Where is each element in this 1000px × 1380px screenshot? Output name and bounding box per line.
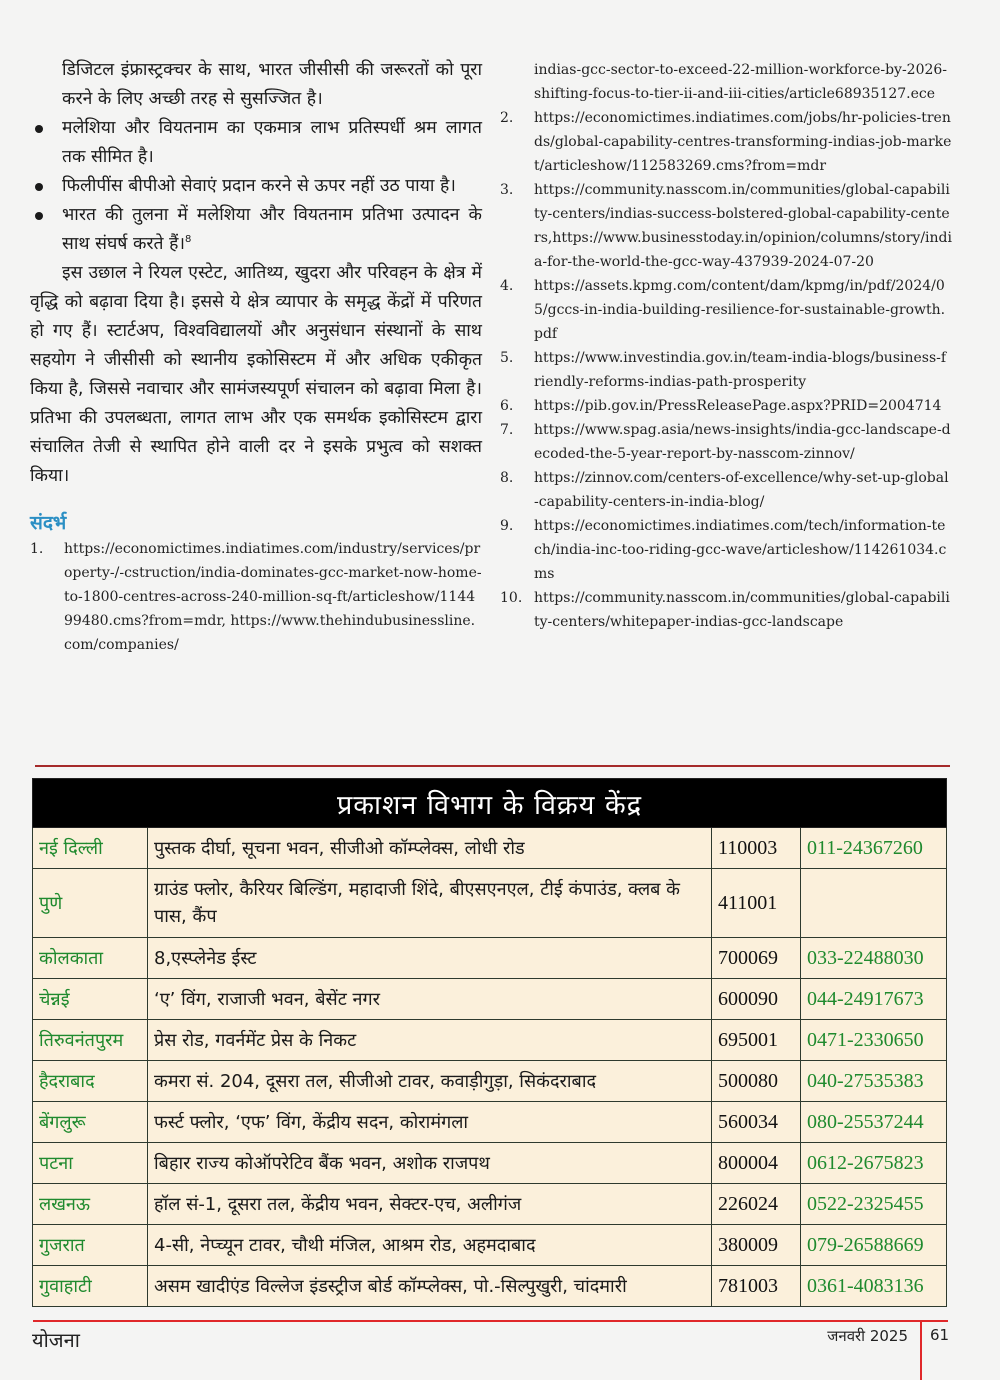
references-list-right — [500, 58, 952, 634]
bullet-text: फिलीपींस बीपीओ सेवाएं प्रदान करने से ऊपर नहीं उठ पाया है। — [62, 176, 456, 196]
pincode-cell: 695001 — [712, 1020, 801, 1061]
magazine-name: योजना — [32, 1328, 80, 1352]
pincode-cell: 800004 — [712, 1143, 801, 1184]
phone-cell: 079-26588669 — [801, 1225, 947, 1266]
pincode-cell: 700069 — [712, 938, 801, 979]
reference-link[interactable]: https://www.spag.asia/news-insights/india-gcc-landscape-decoded-the-5-year-report-by-nasscom-zinnov/ — [534, 422, 951, 462]
page-number: 61 — [930, 1326, 950, 1344]
city-cell: चेन्नई — [33, 979, 148, 1020]
footer-rule — [33, 1320, 948, 1322]
phone-cell: 044-24917673 — [801, 979, 947, 1020]
reference-number: 9. — [500, 518, 514, 534]
pincode-cell: 380009 — [712, 1225, 801, 1266]
reference-link[interactable]: https://community.nasscom.in/communities/global-capability-centers/indias-success-bolstered-global-capability-centers,https://www.businesstoday.in/opinion/columns/story/india-for-the-world-the-gcc-way-437939-2024-07-20 — [534, 182, 952, 270]
section-divider — [35, 765, 950, 767]
address-cell: कमरा सं. 204, दूसरा तल, सीजीओ टावर, कवाड़ीगुड़ा, सिकंदराबाद — [148, 1061, 712, 1102]
phone-cell: 0522-2325455 — [801, 1184, 947, 1225]
reference-number: 10. — [500, 590, 523, 606]
reference-number: 2. — [500, 110, 514, 126]
table-row — [33, 869, 947, 938]
pincode-cell: 226024 — [712, 1184, 801, 1225]
reference-number: 7. — [500, 422, 514, 438]
address-cell: ‘ए’ विंग, राजाजी भवन, बेसेंट नगर — [148, 979, 712, 1020]
table-row — [33, 1143, 947, 1184]
phone-cell: 011-24367260 — [801, 828, 947, 869]
reference-link[interactable]: https://economictimes.indiatimes.com/tech/information-tech/india-inc-too-riding-gcc-wave/articleshow/114261034.cms — [534, 518, 947, 582]
table-row — [33, 979, 947, 1020]
table-row — [33, 1020, 947, 1061]
pincode-cell: 500080 — [712, 1061, 801, 1102]
table-row — [33, 1102, 947, 1143]
phone-cell: 0612-2675823 — [801, 1143, 947, 1184]
reference-item — [500, 178, 952, 274]
reference-item — [500, 346, 952, 394]
footer-vertical-rule — [920, 1320, 922, 1380]
address-cell: 4-सी, नेप्च्यून टावर, चौथी मंजिल, आश्रम रोड, अहमदाबाद — [148, 1225, 712, 1266]
city-cell: हैदराबाद — [33, 1061, 148, 1102]
reference-item — [500, 394, 952, 418]
reference-item — [30, 537, 482, 657]
address-cell: पुस्तक दीर्घा, सूचना भवन, सीजीओ कॉम्प्लेक्स, लोधी रोड — [148, 828, 712, 869]
reference-number: 8. — [500, 470, 514, 486]
reference-number: 6. — [500, 398, 514, 414]
bullet-item — [30, 201, 482, 259]
address-cell: 8,एस्प्लेनेड ईस्ट — [148, 938, 712, 979]
reference-number: 1. — [30, 540, 44, 557]
reference-link[interactable]: https://zinnov.com/centers-of-excellence/why-set-up-global-capability-centers-in-india-blog/ — [534, 470, 949, 510]
phone-cell: 040-27535383 — [801, 1061, 947, 1102]
reference-item — [500, 418, 952, 466]
city-cell: पुणे — [33, 869, 148, 938]
body-paragraph: इस उछाल ने रियल एस्टेट, आतिथ्य, खुदरा और परिवहन के क्षेत्र में वृद्धि को बढ़ावा दिया है। इससे ये क्षेत्र व्यापार के समृद्ध केंद्रों में परिणत हो गए हैं। स्टार्टअप, विश्वविद्यालयों और अनुसंधान संस्थानों के साथ सहयोग ने जीसीसी को स्थानीय इकोसिस्टम में और अधिक एकीकृत किया है, जिससे नवाचार और सामंजस्यपूर्ण संचालन को बढ़ावा मिला है। प्रतिभा की उपलब्धता, लागत लाभ और एक समर्थक इकोसिस्टम द्वारा संचालित तेजी से स्थापित होने वाली दर ने इसके प्रभुत्व को सशक्त किया। — [30, 263, 482, 486]
city-cell: गुजरात — [33, 1225, 148, 1266]
address-cell: असम खादीएंड विल्लेज इंडस्ट्रीज बोर्ड कॉम्प्लेक्स, पो.-सिल्पुखुरी, चांदमारी — [148, 1266, 712, 1307]
address-cell: ग्राउंड फ्लोर, कैरियर बिल्डिंग, महादाजी शिंदे, बीएसएनएल, टीई कंपाउंड, क्लब के पास, कैंप — [148, 869, 712, 938]
references-heading: संदर्भ — [30, 511, 67, 534]
city-cell: बेंगलुरू — [33, 1102, 148, 1143]
table-row — [33, 1184, 947, 1225]
city-cell: तिरुवनंतपुरम — [33, 1020, 148, 1061]
table-body — [33, 828, 947, 1307]
reference-item — [500, 106, 952, 178]
table-row — [33, 1225, 947, 1266]
phone-cell — [801, 869, 947, 938]
city-cell: गुवाहाटी — [33, 1266, 148, 1307]
phone-cell: 0361-4083136 — [801, 1266, 947, 1307]
reference-item — [500, 274, 952, 346]
phone-cell: 0471-2330650 — [801, 1020, 947, 1061]
footnote-marker: 8 — [185, 234, 192, 246]
sales-table — [32, 778, 947, 1307]
reference-link[interactable]: https://economictimes.indiatimes.com/industry/services/property-/-cstruction/india-dominates-gcc-market-now-home-to-1800-centres-across-240-million-sq-ft/articleshow/114499480.cms?from=mdr, https://www.thehindubusinessline.com/companies/ — [64, 540, 482, 653]
reference-link[interactable]: https://pib.gov.in/PressReleasePage.aspx?PRID=2004714 — [534, 398, 942, 414]
address-cell: फर्स्ट फ्लोर, ‘एफ’ विंग, केंद्रीय सदन, कोरामंगला — [148, 1102, 712, 1143]
reference-link[interactable]: https://www.investindia.gov.in/team-india-blogs/business-friendly-reforms-indias-path-prosperity — [534, 350, 947, 390]
address-cell: बिहार राज्य कोऑपरेटिव बैंक भवन, अशोक राजपथ — [148, 1143, 712, 1184]
reference-number: 3. — [500, 182, 514, 198]
reference-link[interactable]: https://economictimes.indiatimes.com/jobs/hr-policies-trends/global-capability-centres-transforming-indias-job-market/articleshow/112583269.cms?from=mdr — [534, 110, 952, 174]
reference-link[interactable]: https://community.nasscom.in/communities/global-capability-centers/whitepaper-indias-gcc-landscape — [534, 590, 950, 630]
continued-text: डिजिटल इंफ्रास्ट्रक्चर के साथ, भारत जीसीसी की जरूरतों को पूरा करने के लिए अच्छी तरह से सुसज्जित है। — [62, 60, 482, 109]
city-cell: कोलकाता — [33, 938, 148, 979]
table-row — [33, 938, 947, 979]
reference-number: 4. — [500, 278, 514, 294]
issue-date: जनवरी 2025 — [827, 1327, 908, 1345]
city-cell: नई दिल्ली — [33, 828, 148, 869]
sales-centres-table — [32, 778, 946, 1307]
phone-cell: 033-22488030 — [801, 938, 947, 979]
city-cell: पटना — [33, 1143, 148, 1184]
address-cell: हॉल सं-1, दूसरा तल, केंद्रीय भवन, सेक्टर-एच, अलीगंज — [148, 1184, 712, 1225]
address-cell: प्रेस रोड, गवर्नमेंट प्रेस के निकट — [148, 1020, 712, 1061]
bullet-item — [30, 114, 482, 172]
reference-item — [500, 466, 952, 514]
pincode-cell: 110003 — [712, 828, 801, 869]
pincode-cell: 560034 — [712, 1102, 801, 1143]
table-row — [33, 828, 947, 869]
reference-number: 5. — [500, 350, 514, 366]
pincode-cell: 411001 — [712, 869, 801, 938]
reference-link[interactable]: https://assets.kpmg.com/content/dam/kpmg/in/pdf/2024/05/gccs-in-india-building-resilience-for-sustainable-growth.pdf — [534, 278, 946, 342]
left-column — [30, 56, 482, 657]
reference-item — [500, 514, 952, 586]
bullet-text: भारत की तुलना में मलेशिया और वियतनाम प्रतिभा उत्पादन के साथ संघर्ष करते हैं। — [62, 205, 482, 254]
table-row — [33, 1061, 947, 1102]
table-title: प्रकाशन विभाग के विक्रय केंद्र — [33, 779, 947, 828]
city-cell: लखनऊ — [33, 1184, 148, 1225]
bullet-item — [30, 172, 482, 201]
phone-cell: 080-25537244 — [801, 1102, 947, 1143]
bullet-text: मलेशिया और वियतनाम का एकमात्र लाभ प्रतिस्पर्धी श्रम लागत तक सीमित है। — [62, 118, 482, 167]
pincode-cell: 600090 — [712, 979, 801, 1020]
table-row — [33, 1266, 947, 1307]
reference-item — [500, 586, 952, 634]
pincode-cell: 781003 — [712, 1266, 801, 1307]
reference-continuation[interactable]: indias-gcc-sector-to-exceed-22-million-workforce-by-2026-shifting-focus-to-tier-ii-and-iii-cities/article68935127.ece — [534, 62, 948, 102]
references-list-left — [30, 537, 482, 657]
